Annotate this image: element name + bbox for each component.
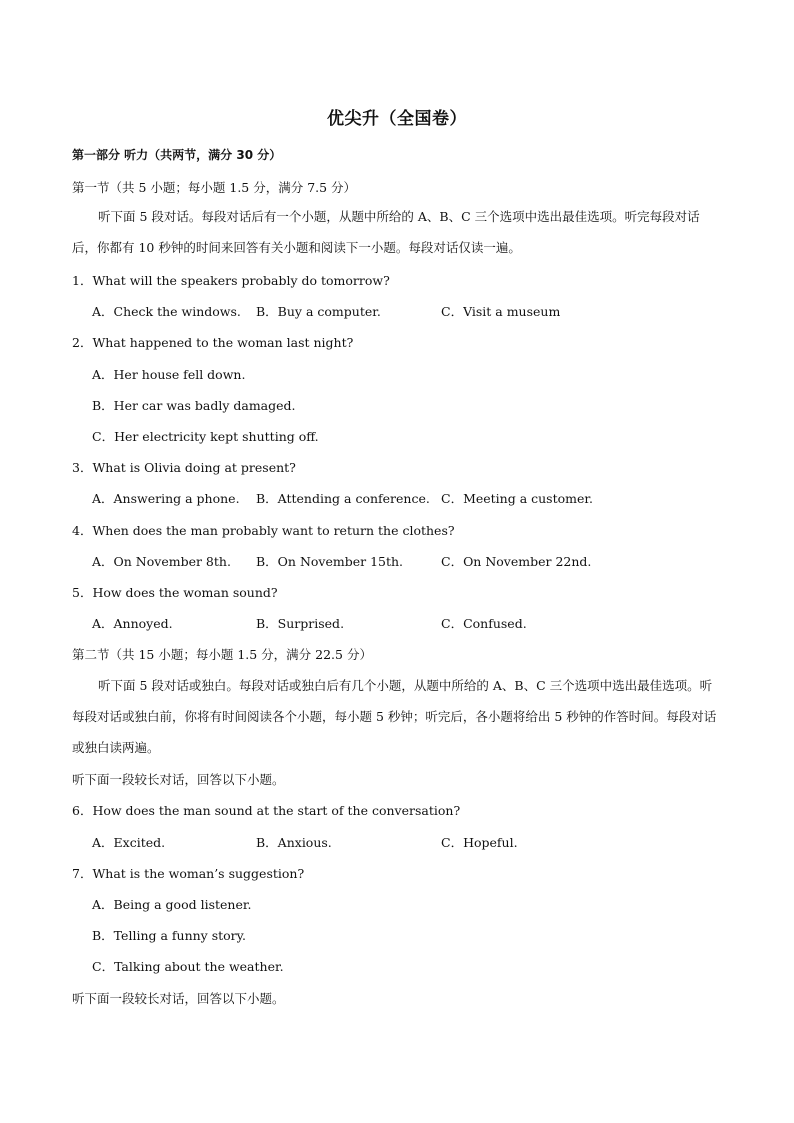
q6-option-c: C．Hopeful. <box>441 835 518 850</box>
question-6: 6．How does the man sound at the start of the conversation? <box>72 803 461 818</box>
q3-option-c: C．Meeting a customer. <box>441 491 593 506</box>
q7-option-c: C．Talking about the weather. <box>92 959 284 974</box>
question-2: 2．What happened to the woman last night? <box>72 335 354 350</box>
q3-option-a: A．Answering a phone. <box>92 491 240 506</box>
q2-option-c: C．Her electricity kept shutting off. <box>92 429 319 444</box>
q1-option-c: C．Visit a museum <box>441 304 561 319</box>
q2-option-b: B．Her car was badly damaged. <box>92 398 296 413</box>
section1-heading: 第一节（共 5 小题；每小题 1.5 分，满分 7.5 分） <box>72 180 357 195</box>
q7-option-a: A．Being a good listener. <box>92 897 252 912</box>
section2-heading: 第二节（共 15 小题；每小题 1.5 分，满分 22.5 分） <box>72 647 372 662</box>
q1-option-b: B．Buy a computer. <box>256 304 381 319</box>
q2-option-a: A．Her house fell down. <box>92 367 246 382</box>
q4-option-b: B．On November 15th. <box>256 554 404 569</box>
section2-instruction: 听下面 5 段对话或独白。每段对话或独白后有几个小题，从题中所给的 A、B、C 三个选项中选出最佳选项。听每段对话或独白前，你将有时间阅读各个小题，每小题 5 秒钟；听完后，各小题将给出 5 秒钟的作答时间。每段对话或独白读两遍。 <box>72 678 717 755</box>
q5-option-a: A．Annoyed. <box>92 616 173 631</box>
q4-option-c: C．On November 22nd. <box>441 554 592 569</box>
part1-heading: 第一部分 听力（共两节，满分 30 分） <box>72 148 282 162</box>
q7-option-b: B．Telling a funny story. <box>92 928 247 943</box>
section2-prompt-1: 听下面一段较长对话，回答以下小题。 <box>72 772 285 787</box>
q1-option-a: A．Check the windows. <box>92 304 241 319</box>
page-title: 优尖升（全国卷） <box>327 109 467 129</box>
q4-option-a: A．On November 8th. <box>92 554 231 569</box>
section2-prompt-2: 听下面一段较长对话，回答以下小题。 <box>72 991 285 1006</box>
q5-option-c: C．Confused. <box>441 616 527 631</box>
question-3: 3．What is Olivia doing at present? <box>72 460 296 475</box>
q5-option-b: B．Surprised. <box>256 616 345 631</box>
question-4: 4．When does the man probably want to return the clothes? <box>72 523 455 538</box>
q6-option-a: A．Excited. <box>92 835 166 850</box>
q6-option-b: B．Anxious. <box>256 835 332 850</box>
section1-instruction: 听下面 5 段对话。每段对话后有一个小题，从题中所给的 A、B、C 三个选项中选出最佳选项。听完每段对话后，你都有 10 秒钟的时间来回答有关小题和阅读下一小题。每段对话仅读一遍。 <box>72 209 700 255</box>
q3-option-b: B．Attending a conference. <box>256 491 430 506</box>
question-1: 1．What will the speakers probably do tomorrow? <box>72 273 390 288</box>
question-5: 5．How does the woman sound? <box>72 585 278 600</box>
question-7: 7．What is the woman’s suggestion? <box>72 866 305 881</box>
